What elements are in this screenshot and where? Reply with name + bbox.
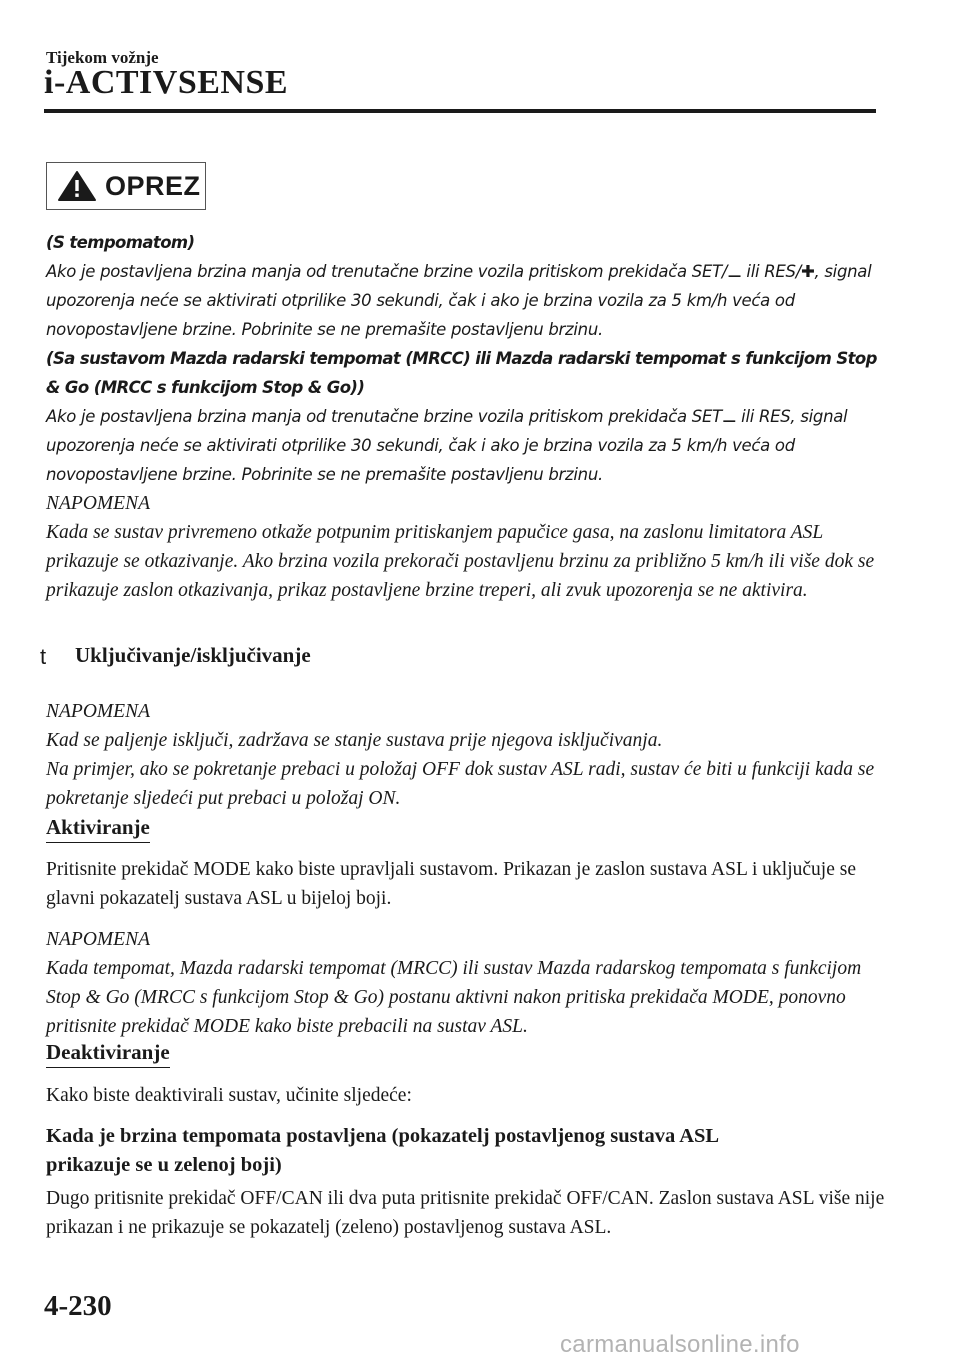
section-title: Tijekom vožnje xyxy=(46,48,159,67)
deactivation-heading: Deaktiviranje xyxy=(46,1040,170,1068)
activation-heading: Aktiviranje xyxy=(46,815,150,843)
caution-heading-mrcc: (Sa sustavom Mazda radarski tempomat (MRCC) ili Mazda radarski tempomat s funkcijom Stop & Go (MRCC s funkcijom Stop & Go)) xyxy=(46,349,877,397)
header-divider xyxy=(44,109,876,113)
note-label: NAPOMENA xyxy=(46,493,150,514)
deactivation-intro: Kako biste deaktivirali sustav, učinite sljedeće: xyxy=(46,1085,412,1106)
note-text: Na primjer, ako se pokretanje prebaci u položaj OFF dok sustav ASL radi, sustav će biti u funkciji kada se pokretanje sljedeći put prebaci u položaj ON. xyxy=(46,759,875,809)
note-text: Kad se paljenje isključi, zadržava se stanje sustava prije njegova isključivanja. xyxy=(46,730,663,751)
deactivation-condition: Kada je brzina tempomata postavljena (pokazatelj postavljenog sustava ASL prikazuje se u zelenoj boji) xyxy=(46,1125,718,1176)
note-label: NAPOMENA xyxy=(46,929,150,950)
note-ignition xyxy=(46,697,886,813)
deactivation-text: Dugo pritisnite prekidač OFF/CAN ili dva puta pritisnite prekidač OFF/CAN. Zaslon sustava ASL više nije prikazan i ne prikazuje se pokazatelj (zeleno) postavljenog sustava ASL. xyxy=(46,1188,885,1238)
caution-text-mrcc: Ako je postavljena brzina manja od trenutačne brzine vozila pritiskom prekidača SET⚊ ili RES, signal upozorenja neće se aktivirati otprilike 30 sekundi, čak i ako je brzina vozila za 5 km/h veća od novopostavljene brzine. Pobrinite se ne premašite postavljenu brzinu. xyxy=(46,407,848,484)
subsection-title: Uključivanje/isključivanje xyxy=(75,643,311,667)
caution-box xyxy=(46,162,206,210)
note-label: NAPOMENA xyxy=(46,701,150,722)
caution-text-cruise: Ako je postavljena brzina manja od trenutačne brzine vozila pritiskom prekidača SET/⚊ ili RES/✚, signal upozorenja neće se aktivirati otprilike 30 sekundi, čak i ako je brzina vozila za 5 km/h veća od novopostavljene brzine. Pobrinite se ne premašite postavljenu brzinu. xyxy=(46,262,872,339)
chapter-title: i-ACTIVSENSE xyxy=(44,64,289,101)
caution-heading-cruise: (S tempomatom) xyxy=(46,233,195,252)
caution-label: OPREZ xyxy=(105,170,201,201)
caution-content xyxy=(46,228,886,489)
note-mode xyxy=(46,925,886,1041)
warning-triangle-icon xyxy=(57,170,97,202)
bullet-marker: t xyxy=(40,644,47,669)
note-text: Kada se sustav privremeno otkaže potpunim pritiskanjem papučice gasa, na zaslonu limitatora ASL prikazuje se otkazivanje. Ako brzina vozila prekorači postavljenu brzinu za približno 5 km/h ili više dok se prikazuje zaslon otkazivanja, prikaz postavljene brzine treperi, ali zvuk upozorenja se ne aktivira. xyxy=(46,522,875,601)
note-cancel xyxy=(46,489,886,605)
page-number: 4-230 xyxy=(44,1290,112,1322)
note-text: Kada tempomat, Mazda radarski tempomat (MRCC) ili sustav Mazda radarskog tempomata s funkcijom Stop & Go (MRCC s funkcijom Stop & Go) postanu aktivni nakon pritiska prekidača MODE, ponovno pritisnite prekidač MODE kako biste prebacili na sustav ASL. xyxy=(46,958,862,1037)
watermark: carmanualsonline.info xyxy=(560,1331,800,1358)
activation-text: Pritisnite prekidač MODE kako biste upravljali sustavom. Prikazan je zaslon sustava ASL i uključuje se glavni pokazatelj sustava ASL u bijeloj boji. xyxy=(46,859,856,909)
